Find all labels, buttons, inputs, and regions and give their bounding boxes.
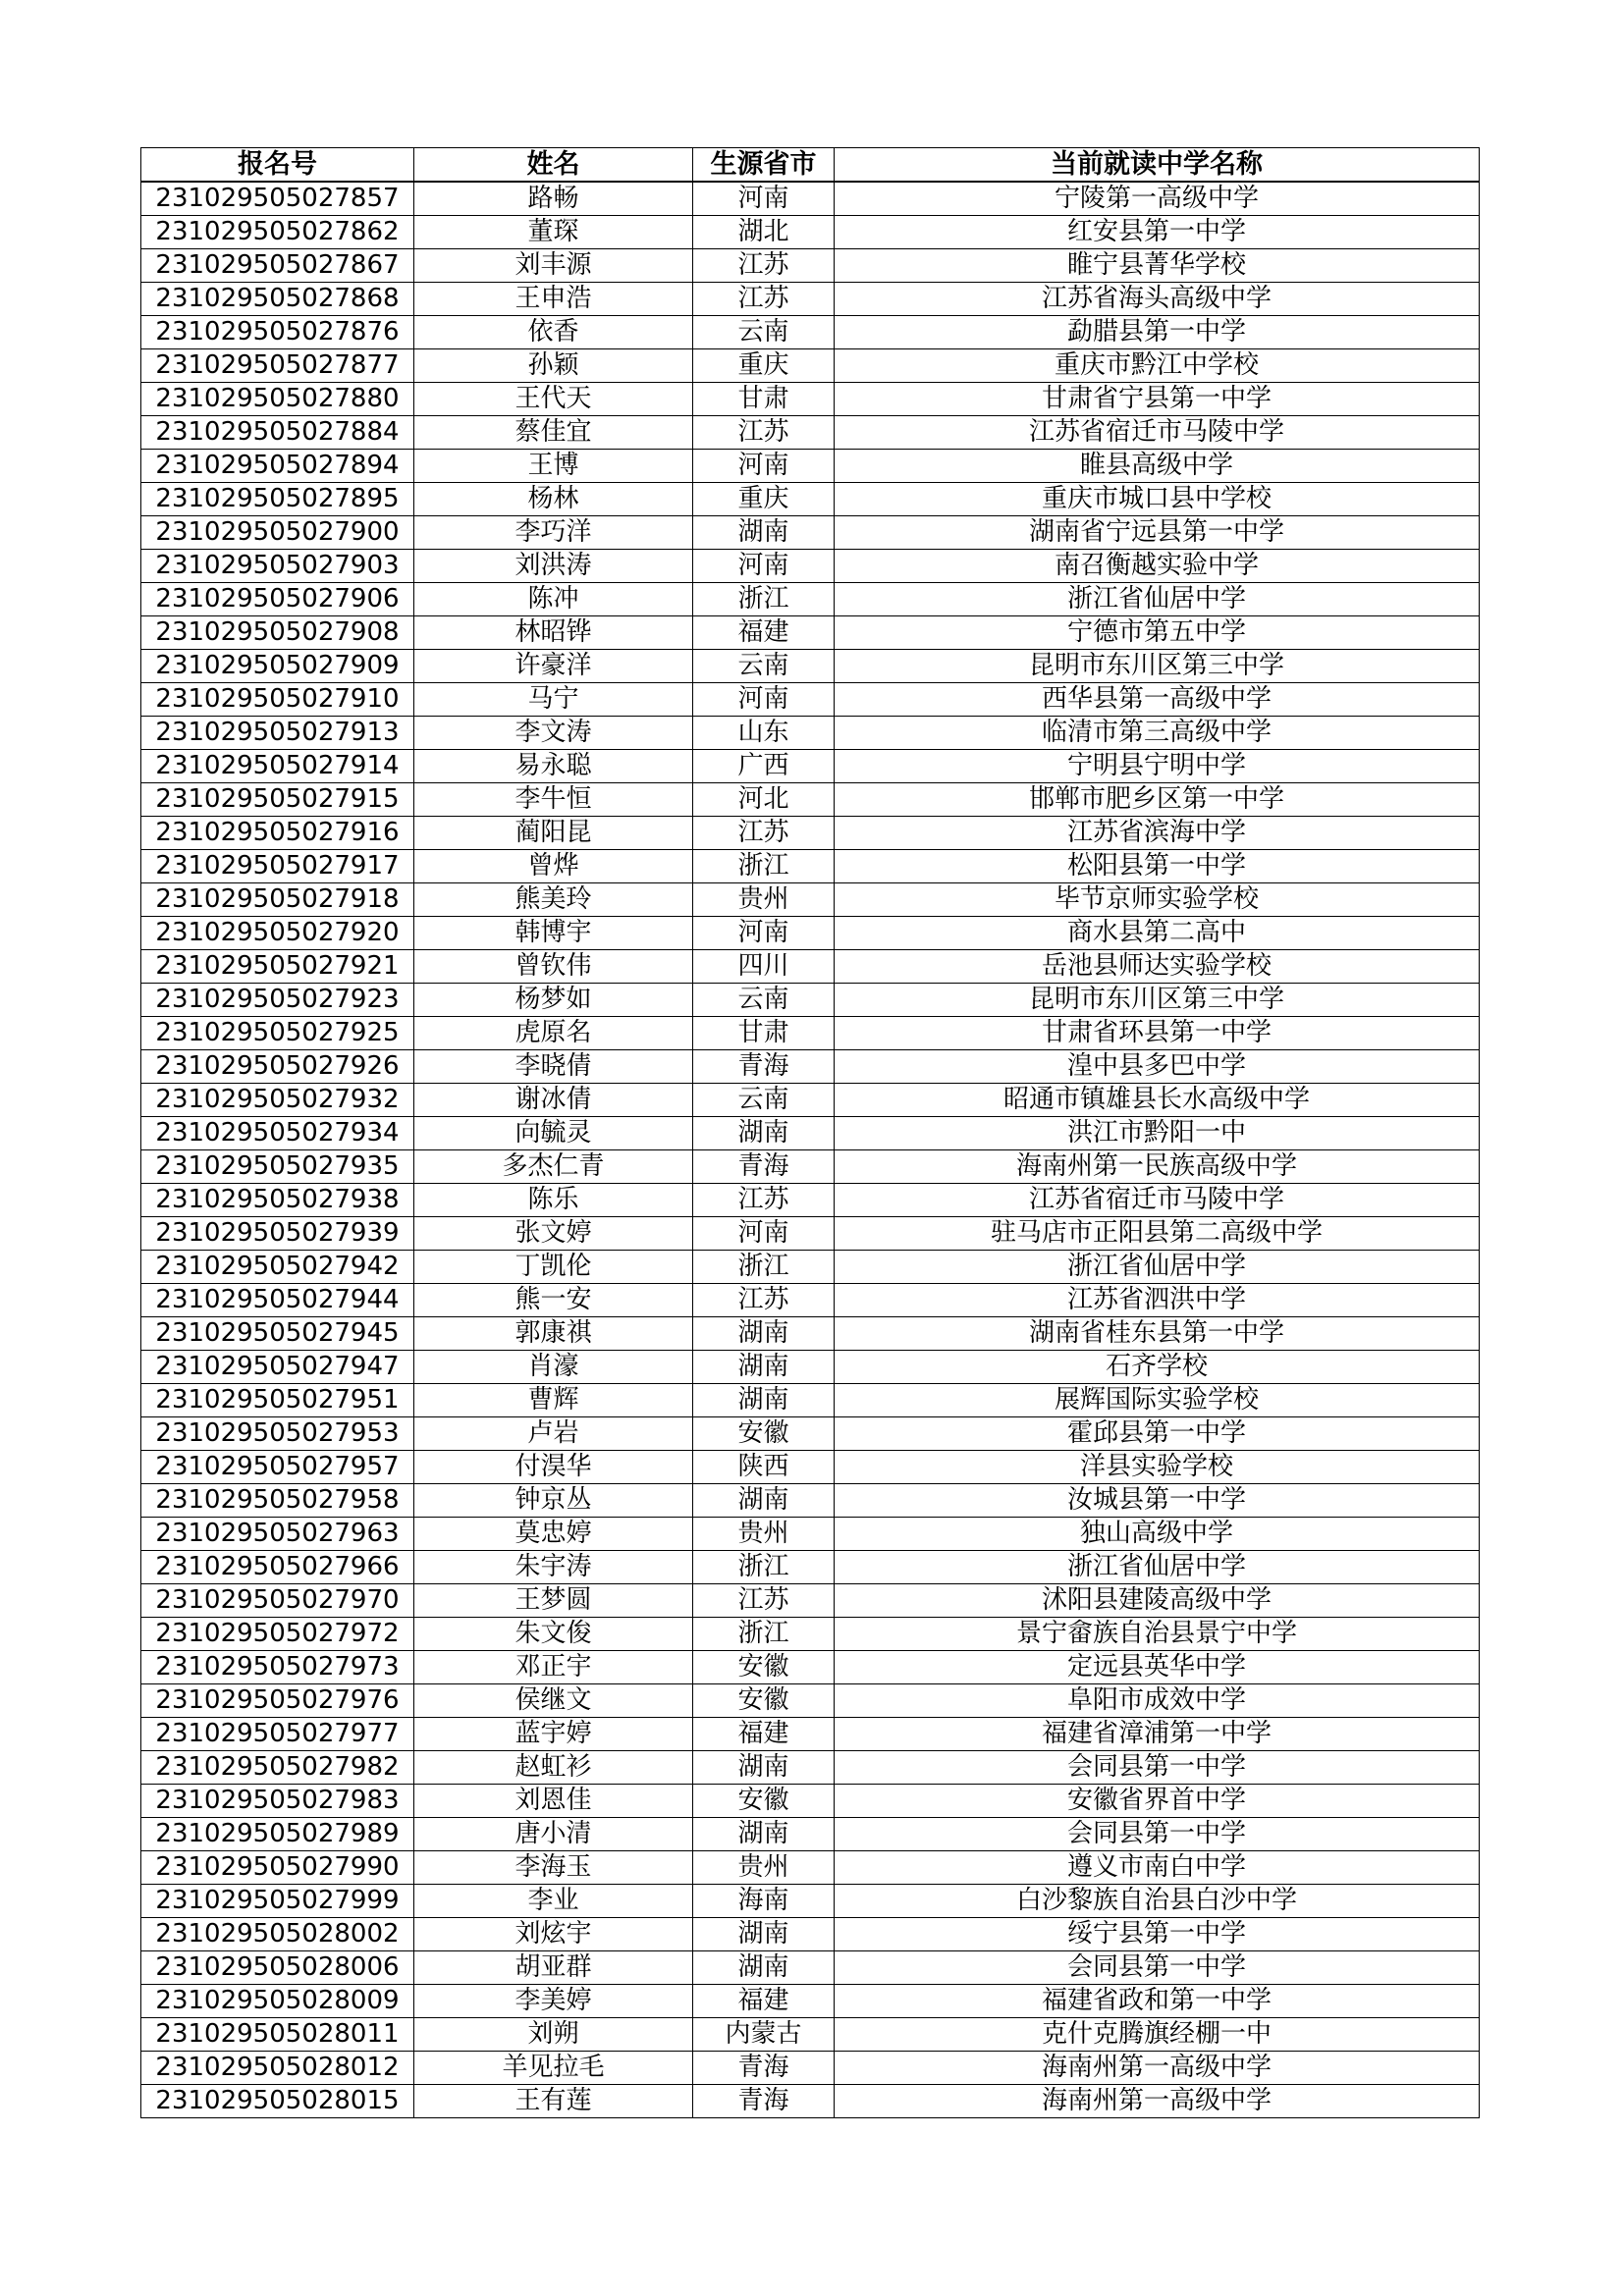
cell-school: 安徽省界首中学: [835, 1785, 1480, 1818]
cell-name: 刘丰源: [414, 249, 693, 283]
cell-province: 青海: [693, 2052, 835, 2085]
cell-registration-number: 231029505027947: [141, 1351, 414, 1384]
table-row: [141, 1217, 1480, 1251]
cell-name: 刘朔: [414, 2018, 693, 2052]
cell-province: 湖南: [693, 1918, 835, 1951]
cell-name: 路畅: [414, 182, 693, 216]
cell-province: 江苏: [693, 817, 835, 850]
table-row: [141, 550, 1480, 583]
cell-school: 临清市第三高级中学: [835, 717, 1480, 750]
cell-name: 曾钦伟: [414, 950, 693, 984]
cell-school: 遵义市南白中学: [835, 1851, 1480, 1885]
cell-school: 福建省政和第一中学: [835, 1985, 1480, 2018]
cell-school: 克什克腾旗经棚一中: [835, 2018, 1480, 2052]
table-row: [141, 1818, 1480, 1851]
header-school: 当前就读中学名称: [835, 148, 1480, 183]
table-row: [141, 1851, 1480, 1885]
cell-province: 湖南: [693, 1117, 835, 1150]
cell-name: 蔺阳昆: [414, 817, 693, 850]
cell-province: 湖南: [693, 1818, 835, 1851]
cell-province: 福建: [693, 616, 835, 650]
cell-province: 湖南: [693, 1751, 835, 1785]
cell-registration-number: 231029505027926: [141, 1050, 414, 1084]
cell-name: 李海玉: [414, 1851, 693, 1885]
cell-name: 李巧洋: [414, 516, 693, 550]
student-roster-table: [140, 147, 1480, 2118]
table-row: [141, 2085, 1480, 2118]
table-row: [141, 1050, 1480, 1084]
table-row: [141, 1017, 1480, 1050]
cell-school: 重庆市黔江中学校: [835, 349, 1480, 383]
cell-registration-number: 231029505027918: [141, 883, 414, 917]
table-row: [141, 683, 1480, 717]
cell-name: 易永聪: [414, 750, 693, 783]
table-row: [141, 883, 1480, 917]
table-row: [141, 1317, 1480, 1351]
cell-school: 沭阳县建陵高级中学: [835, 1584, 1480, 1618]
cell-name: 王有莲: [414, 2085, 693, 2118]
cell-registration-number: 231029505027989: [141, 1818, 414, 1851]
header-name: 姓名: [414, 148, 693, 183]
cell-school: 睢宁县菁华学校: [835, 249, 1480, 283]
cell-name: 朱文俊: [414, 1618, 693, 1651]
cell-registration-number: 231029505027908: [141, 616, 414, 650]
cell-name: 蔡佳宜: [414, 416, 693, 450]
cell-province: 安徽: [693, 1651, 835, 1684]
cell-province: 河南: [693, 182, 835, 216]
table-row: [141, 1484, 1480, 1518]
cell-name: 李文涛: [414, 717, 693, 750]
cell-province: 甘肃: [693, 1017, 835, 1050]
cell-name: 邓正宇: [414, 1651, 693, 1684]
cell-school: 白沙黎族自治县白沙中学: [835, 1885, 1480, 1918]
cell-province: 浙江: [693, 1618, 835, 1651]
table-row: [141, 1651, 1480, 1684]
cell-school: 会同县第一中学: [835, 1751, 1480, 1785]
cell-province: 重庆: [693, 349, 835, 383]
table-row: [141, 1618, 1480, 1651]
table-row: [141, 850, 1480, 883]
cell-school: 会同县第一中学: [835, 1951, 1480, 1985]
cell-name: 依香: [414, 316, 693, 349]
cell-registration-number: 231029505027977: [141, 1718, 414, 1751]
cell-province: 青海: [693, 1150, 835, 1184]
cell-registration-number: 231029505027972: [141, 1618, 414, 1651]
cell-province: 河北: [693, 783, 835, 817]
cell-name: 丁凯伦: [414, 1251, 693, 1284]
table-row: [141, 1184, 1480, 1217]
table-row: [141, 1751, 1480, 1785]
cell-school: 独山高级中学: [835, 1518, 1480, 1551]
cell-registration-number: 231029505027867: [141, 249, 414, 283]
cell-registration-number: 231029505027857: [141, 182, 414, 216]
cell-name: 陈乐: [414, 1184, 693, 1217]
cell-province: 贵州: [693, 1851, 835, 1885]
cell-school: 重庆市城口县中学校: [835, 483, 1480, 516]
cell-school: 浙江省仙居中学: [835, 1551, 1480, 1584]
cell-name: 莫忠婷: [414, 1518, 693, 1551]
cell-name: 虎原名: [414, 1017, 693, 1050]
cell-school: 海南州第一民族高级中学: [835, 1150, 1480, 1184]
cell-school: 毕节京师实验学校: [835, 883, 1480, 917]
table-row: [141, 1150, 1480, 1184]
cell-registration-number: 231029505027939: [141, 1217, 414, 1251]
cell-registration-number: 231029505027903: [141, 550, 414, 583]
table-row: [141, 917, 1480, 950]
cell-school: 宁陵第一高级中学: [835, 182, 1480, 216]
cell-registration-number: 231029505027982: [141, 1751, 414, 1785]
cell-province: 浙江: [693, 850, 835, 883]
cell-school: 商水县第二高中: [835, 917, 1480, 950]
cell-registration-number: 231029505027876: [141, 316, 414, 349]
cell-registration-number: 231029505027990: [141, 1851, 414, 1885]
cell-province: 贵州: [693, 1518, 835, 1551]
cell-school: 洋县实验学校: [835, 1451, 1480, 1484]
cell-province: 湖南: [693, 1384, 835, 1417]
table-row: [141, 1251, 1480, 1284]
table-row: [141, 416, 1480, 450]
cell-province: 青海: [693, 2085, 835, 2118]
cell-name: 侯继文: [414, 1684, 693, 1718]
cell-school: 昆明市东川区第三中学: [835, 984, 1480, 1017]
cell-school: 海南州第一高级中学: [835, 2085, 1480, 2118]
table-row: [141, 316, 1480, 349]
cell-registration-number: 231029505027910: [141, 683, 414, 717]
cell-registration-number: 231029505027963: [141, 1518, 414, 1551]
cell-name: 卢岩: [414, 1417, 693, 1451]
cell-registration-number: 231029505027976: [141, 1684, 414, 1718]
table-row: [141, 1351, 1480, 1384]
cell-name: 肖濠: [414, 1351, 693, 1384]
cell-school: 邯郸市肥乡区第一中学: [835, 783, 1480, 817]
cell-name: 多杰仁青: [414, 1150, 693, 1184]
cell-name: 王申浩: [414, 283, 693, 316]
cell-school: 松阳县第一中学: [835, 850, 1480, 883]
cell-name: 刘炫宇: [414, 1918, 693, 1951]
table-row: [141, 783, 1480, 817]
cell-school: 洪江市黔阳一中: [835, 1117, 1480, 1150]
cell-province: 河南: [693, 683, 835, 717]
cell-name: 杨梦如: [414, 984, 693, 1017]
cell-province: 浙江: [693, 1551, 835, 1584]
cell-province: 湖南: [693, 1951, 835, 1985]
table-row: [141, 1084, 1480, 1117]
header-registration-number: 报名号: [141, 148, 414, 183]
cell-name: 向毓灵: [414, 1117, 693, 1150]
cell-school: 红安县第一中学: [835, 216, 1480, 249]
cell-registration-number: 231029505027932: [141, 1084, 414, 1117]
cell-school: 景宁畲族自治县景宁中学: [835, 1618, 1480, 1651]
cell-registration-number: 231029505027900: [141, 516, 414, 550]
cell-registration-number: 231029505027925: [141, 1017, 414, 1050]
cell-name: 熊一安: [414, 1284, 693, 1317]
cell-province: 广西: [693, 750, 835, 783]
cell-name: 曹辉: [414, 1384, 693, 1417]
cell-registration-number: 231029505027915: [141, 783, 414, 817]
cell-school: 昆明市东川区第三中学: [835, 650, 1480, 683]
cell-school: 阜阳市成效中学: [835, 1684, 1480, 1718]
table-row: [141, 2052, 1480, 2085]
cell-name: 韩博宇: [414, 917, 693, 950]
header-province: 生源省市: [693, 148, 835, 183]
table-row: [141, 717, 1480, 750]
cell-province: 安徽: [693, 1417, 835, 1451]
cell-province: 湖南: [693, 1484, 835, 1518]
cell-name: 郭康祺: [414, 1317, 693, 1351]
cell-name: 谢冰倩: [414, 1084, 693, 1117]
cell-school: 宁德市第五中学: [835, 616, 1480, 650]
cell-name: 李美婷: [414, 1985, 693, 2018]
cell-school: 展辉国际实验学校: [835, 1384, 1480, 1417]
cell-school: 湟中县多巴中学: [835, 1050, 1480, 1084]
table-body: [141, 182, 1480, 2118]
cell-province: 内蒙古: [693, 2018, 835, 2052]
cell-registration-number: 231029505027920: [141, 917, 414, 950]
table-row: [141, 383, 1480, 416]
table-row: [141, 1885, 1480, 1918]
cell-name: 马宁: [414, 683, 693, 717]
table-row: [141, 249, 1480, 283]
table-row: [141, 1718, 1480, 1751]
cell-province: 江苏: [693, 249, 835, 283]
cell-school: 勐腊县第一中学: [835, 316, 1480, 349]
table-row: [141, 1384, 1480, 1417]
cell-province: 贵州: [693, 883, 835, 917]
cell-province: 云南: [693, 1084, 835, 1117]
cell-school: 岳池县师达实验学校: [835, 950, 1480, 984]
cell-registration-number: 231029505027942: [141, 1251, 414, 1284]
cell-registration-number: 231029505027938: [141, 1184, 414, 1217]
cell-registration-number: 231029505027921: [141, 950, 414, 984]
cell-province: 湖南: [693, 1317, 835, 1351]
table-row: [141, 283, 1480, 316]
cell-name: 刘洪涛: [414, 550, 693, 583]
cell-school: 江苏省泗洪中学: [835, 1284, 1480, 1317]
cell-school: 霍邱县第一中学: [835, 1417, 1480, 1451]
cell-province: 河南: [693, 450, 835, 483]
table-row: [141, 2018, 1480, 2052]
cell-registration-number: 231029505028002: [141, 1918, 414, 1951]
cell-province: 云南: [693, 650, 835, 683]
cell-registration-number: 231029505027999: [141, 1885, 414, 1918]
cell-school: 定远县英华中学: [835, 1651, 1480, 1684]
table-row: [141, 1417, 1480, 1451]
table-row: [141, 1117, 1480, 1150]
cell-province: 湖南: [693, 1351, 835, 1384]
table-row: [141, 1584, 1480, 1618]
cell-name: 杨林: [414, 483, 693, 516]
cell-school: 甘肃省宁县第一中学: [835, 383, 1480, 416]
cell-registration-number: 231029505027951: [141, 1384, 414, 1417]
cell-name: 林昭铧: [414, 616, 693, 650]
cell-province: 江苏: [693, 1584, 835, 1618]
cell-registration-number: 231029505027953: [141, 1417, 414, 1451]
cell-registration-number: 231029505027966: [141, 1551, 414, 1584]
cell-name: 张文婷: [414, 1217, 693, 1251]
cell-province: 青海: [693, 1050, 835, 1084]
cell-school: 江苏省宿迁市马陵中学: [835, 416, 1480, 450]
cell-registration-number: 231029505027884: [141, 416, 414, 450]
table-row: [141, 450, 1480, 483]
cell-registration-number: 231029505027983: [141, 1785, 414, 1818]
cell-registration-number: 231029505027914: [141, 750, 414, 783]
cell-school: 南召衡越实验中学: [835, 550, 1480, 583]
cell-registration-number: 231029505028011: [141, 2018, 414, 2052]
cell-province: 江苏: [693, 416, 835, 450]
cell-school: 湖南省桂东县第一中学: [835, 1317, 1480, 1351]
cell-name: 朱宇涛: [414, 1551, 693, 1584]
table-row: [141, 182, 1480, 216]
cell-name: 羊见拉毛: [414, 2052, 693, 2085]
cell-registration-number: 231029505027958: [141, 1484, 414, 1518]
cell-registration-number: 231029505028009: [141, 1985, 414, 2018]
cell-province: 四川: [693, 950, 835, 984]
cell-school: 汝城县第一中学: [835, 1484, 1480, 1518]
cell-registration-number: 231029505027862: [141, 216, 414, 249]
cell-province: 河南: [693, 550, 835, 583]
cell-province: 江苏: [693, 283, 835, 316]
cell-registration-number: 231029505027909: [141, 650, 414, 683]
cell-name: 李晓倩: [414, 1050, 693, 1084]
table-header-row: [141, 148, 1480, 183]
cell-name: 付淏华: [414, 1451, 693, 1484]
cell-school: 海南州第一高级中学: [835, 2052, 1480, 2085]
cell-registration-number: 231029505027877: [141, 349, 414, 383]
cell-name: 王代天: [414, 383, 693, 416]
cell-province: 甘肃: [693, 383, 835, 416]
table-row: [141, 1684, 1480, 1718]
cell-name: 刘恩佳: [414, 1785, 693, 1818]
cell-name: 胡亚群: [414, 1951, 693, 1985]
cell-registration-number: 231029505027917: [141, 850, 414, 883]
table-row: [141, 483, 1480, 516]
cell-registration-number: 231029505028012: [141, 2052, 414, 2085]
cell-name: 李业: [414, 1885, 693, 1918]
table-row: [141, 349, 1480, 383]
table-row: [141, 1518, 1480, 1551]
cell-school: 甘肃省环县第一中学: [835, 1017, 1480, 1050]
table-row: [141, 1985, 1480, 2018]
cell-province: 浙江: [693, 1251, 835, 1284]
cell-registration-number: 231029505027923: [141, 984, 414, 1017]
table-row: [141, 1918, 1480, 1951]
table-row: [141, 750, 1480, 783]
cell-school: 江苏省宿迁市马陵中学: [835, 1184, 1480, 1217]
cell-province: 安徽: [693, 1785, 835, 1818]
cell-school: 湖南省宁远县第一中学: [835, 516, 1480, 550]
cell-province: 云南: [693, 316, 835, 349]
cell-province: 山东: [693, 717, 835, 750]
table-row: [141, 516, 1480, 550]
cell-name: 李牛恒: [414, 783, 693, 817]
cell-school: 绥宁县第一中学: [835, 1918, 1480, 1951]
cell-school: 福建省漳浦第一中学: [835, 1718, 1480, 1751]
cell-province: 海南: [693, 1885, 835, 1918]
cell-school: 石齐学校: [835, 1351, 1480, 1384]
cell-province: 陕西: [693, 1451, 835, 1484]
cell-name: 熊美玲: [414, 883, 693, 917]
cell-registration-number: 231029505027957: [141, 1451, 414, 1484]
cell-name: 王博: [414, 450, 693, 483]
cell-province: 湖北: [693, 216, 835, 249]
cell-province: 安徽: [693, 1684, 835, 1718]
cell-province: 福建: [693, 1718, 835, 1751]
cell-registration-number: 231029505028006: [141, 1951, 414, 1985]
cell-registration-number: 231029505027973: [141, 1651, 414, 1684]
cell-name: 蓝宇婷: [414, 1718, 693, 1751]
cell-registration-number: 231029505027970: [141, 1584, 414, 1618]
cell-province: 云南: [693, 984, 835, 1017]
cell-name: 赵虹衫: [414, 1751, 693, 1785]
cell-registration-number: 231029505027906: [141, 583, 414, 616]
cell-registration-number: 231029505027895: [141, 483, 414, 516]
cell-name: 董琛: [414, 216, 693, 249]
table-row: [141, 1951, 1480, 1985]
cell-school: 昭通市镇雄县长水高级中学: [835, 1084, 1480, 1117]
cell-name: 唐小清: [414, 1818, 693, 1851]
cell-name: 孙颖: [414, 349, 693, 383]
cell-school: 浙江省仙居中学: [835, 583, 1480, 616]
cell-school: 会同县第一中学: [835, 1818, 1480, 1851]
cell-school: 江苏省滨海中学: [835, 817, 1480, 850]
cell-registration-number: 231029505027935: [141, 1150, 414, 1184]
table-row: [141, 1451, 1480, 1484]
table-row: [141, 1551, 1480, 1584]
cell-registration-number: 231029505027894: [141, 450, 414, 483]
table-row: [141, 216, 1480, 249]
cell-registration-number: 231029505027880: [141, 383, 414, 416]
cell-registration-number: 231029505027934: [141, 1117, 414, 1150]
cell-name: 许豪洋: [414, 650, 693, 683]
cell-name: 王梦圆: [414, 1584, 693, 1618]
cell-registration-number: 231029505027944: [141, 1284, 414, 1317]
cell-school: 睢县高级中学: [835, 450, 1480, 483]
table-row: [141, 817, 1480, 850]
cell-name: 钟京丛: [414, 1484, 693, 1518]
cell-registration-number: 231029505027868: [141, 283, 414, 316]
cell-name: 陈冲: [414, 583, 693, 616]
cell-province: 江苏: [693, 1184, 835, 1217]
cell-registration-number: 231029505027916: [141, 817, 414, 850]
table-row: [141, 984, 1480, 1017]
cell-registration-number: 231029505027945: [141, 1317, 414, 1351]
cell-school: 宁明县宁明中学: [835, 750, 1480, 783]
cell-school: 西华县第一高级中学: [835, 683, 1480, 717]
table-row: [141, 583, 1480, 616]
cell-school: 江苏省海头高级中学: [835, 283, 1480, 316]
table-row: [141, 616, 1480, 650]
cell-name: 曾烨: [414, 850, 693, 883]
cell-school: 驻马店市正阳县第二高级中学: [835, 1217, 1480, 1251]
cell-registration-number: 231029505027913: [141, 717, 414, 750]
table-row: [141, 650, 1480, 683]
table-row: [141, 950, 1480, 984]
cell-province: 福建: [693, 1985, 835, 2018]
cell-province: 江苏: [693, 1284, 835, 1317]
cell-province: 河南: [693, 917, 835, 950]
cell-school: 浙江省仙居中学: [835, 1251, 1480, 1284]
table-row: [141, 1284, 1480, 1317]
cell-province: 浙江: [693, 583, 835, 616]
table-row: [141, 1785, 1480, 1818]
cell-registration-number: 231029505028015: [141, 2085, 414, 2118]
cell-province: 河南: [693, 1217, 835, 1251]
cell-province: 重庆: [693, 483, 835, 516]
cell-province: 湖南: [693, 516, 835, 550]
